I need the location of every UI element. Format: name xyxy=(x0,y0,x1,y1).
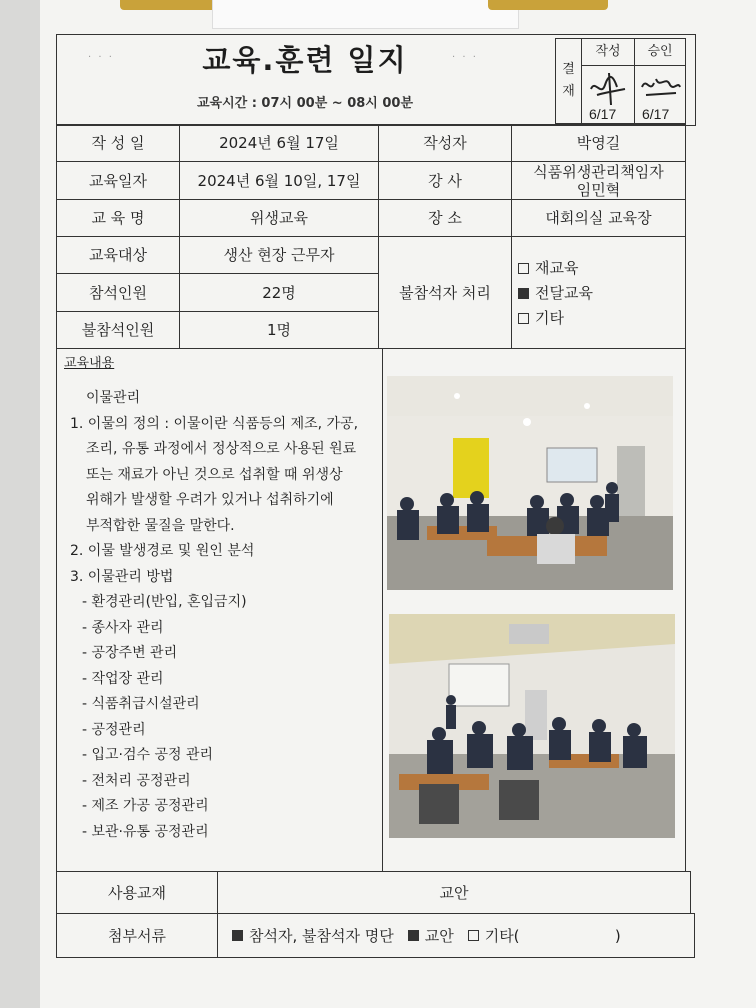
attendees-value: 22명 xyxy=(179,273,379,312)
binder-clip-right xyxy=(488,0,608,10)
option-label: 재교육 xyxy=(535,259,579,277)
checkbox-checked-icon[interactable] xyxy=(518,288,529,299)
education-time: 교육시간 : 07시 00분 ~ 08시 00분 xyxy=(196,96,414,111)
place-label: 장 소 xyxy=(378,199,512,237)
option-label: 전달교육 xyxy=(535,284,593,302)
content-body xyxy=(70,386,358,845)
approval-label-top: 결 xyxy=(562,62,575,77)
content-list-item: - 보관·유통 공정관리 xyxy=(82,823,209,840)
checkbox-empty-icon[interactable] xyxy=(518,263,529,274)
edu-name-value: 위생교육 xyxy=(179,199,379,237)
edu-date-value: 2024년 6월 10일, 17일 xyxy=(179,161,379,200)
approval-approver-header: 승인 xyxy=(634,38,686,66)
option-reeducation[interactable] xyxy=(518,256,593,281)
content-list-item: - 공정관리 xyxy=(82,721,146,738)
content-line: 조리, 유통 과정에서 정상적으로 사용된 원료 xyxy=(86,441,357,457)
content-list-item: - 작업장 관리 xyxy=(82,670,164,687)
approver-sign-date: 6/17 xyxy=(642,105,670,122)
place-value: 대회의실 교육장 xyxy=(511,199,686,237)
writer-value: 박영길 xyxy=(511,124,686,162)
content-list-item: - 식품취급시설관리 xyxy=(82,696,200,712)
content-list-item: - 종사자 관리 xyxy=(82,619,164,636)
checkbox-empty-icon[interactable] xyxy=(468,930,479,941)
content-list-item: - 공장주변 관리 xyxy=(82,645,178,661)
writer-sign-date: 6/17 xyxy=(589,105,617,122)
content-label: 교육내용 xyxy=(64,356,115,371)
option-relay-education[interactable] xyxy=(518,281,593,306)
absentees-label: 불참석인원 xyxy=(56,311,180,349)
faint-mark-left: · · · xyxy=(88,52,114,63)
edu-name-label: 교 육 명 xyxy=(56,199,180,237)
absent-process-label: 불참석자 처리 xyxy=(378,236,512,349)
content-list-item: - 환경관리(반입, 혼입금지) xyxy=(82,594,247,610)
absent-process-options xyxy=(518,256,593,331)
attachment-lesson-plan-option[interactable] xyxy=(408,927,454,945)
attachment-label: 교안 xyxy=(424,926,454,945)
materials-label: 사용교재 xyxy=(56,871,218,914)
content-line: 또는 재료가 아닌 것으로 섭취할 때 위생상 xyxy=(86,466,343,483)
approval-writer-header: 작성 xyxy=(581,38,635,66)
content-list-item: - 입고·검수 공정 관리 xyxy=(82,747,214,763)
writer-label: 작성자 xyxy=(378,124,512,162)
option-label: 기타 xyxy=(535,309,564,327)
content-heading: 이물관리 xyxy=(86,390,141,406)
content-line: 2. 이물 발생경로 및 원인 분석 xyxy=(70,543,255,559)
option-other[interactable] xyxy=(518,306,593,331)
edu-date-label: 교육일자 xyxy=(56,161,180,200)
training-photo-2 xyxy=(389,614,675,838)
content-line: 위해가 발생할 우려가 있거나 섭취하기에 xyxy=(86,492,334,508)
approver-signature-cell xyxy=(634,65,686,124)
approval-label-bottom: 재 xyxy=(562,84,575,99)
writer-signature-cell xyxy=(581,65,635,124)
content-list-item: - 제조 가공 공정관리 xyxy=(82,798,209,814)
written-date-label: 작 성 일 xyxy=(56,124,180,162)
content-line: 부적합한 물질을 말한다. xyxy=(86,517,235,534)
attachments-value xyxy=(217,913,695,958)
attached-paper-edge xyxy=(212,0,519,29)
checkbox-checked-icon[interactable] xyxy=(232,930,243,941)
instructor-label: 강 사 xyxy=(378,161,512,200)
absentees-value: 1명 xyxy=(179,311,379,349)
attachment-label: 참석자, 불참석자 명단 xyxy=(249,926,394,945)
attachments-label: 첨부서류 xyxy=(56,913,218,958)
instructor-name: 임민혁 xyxy=(576,180,621,199)
checkbox-empty-icon[interactable] xyxy=(518,313,529,324)
materials-value: 교안 xyxy=(217,871,691,914)
document-title: 교육.훈련 일지 xyxy=(202,43,408,77)
faint-mark-right: · · · xyxy=(452,52,478,63)
approval-label xyxy=(555,38,582,124)
content-line: 3. 이물관리 방법 xyxy=(70,568,174,585)
attendees-label: 참석인원 xyxy=(56,273,180,312)
content-list-item: - 전처리 공정관리 xyxy=(82,772,191,789)
instructor-role: 식품위생관리책임자 xyxy=(533,162,664,181)
attachment-other-option[interactable] xyxy=(468,927,621,945)
attachment-list-option[interactable] xyxy=(232,927,394,945)
approver-signature xyxy=(636,67,684,123)
target-label: 교육대상 xyxy=(56,236,180,274)
instructor-value xyxy=(511,161,686,200)
writer-signature xyxy=(583,67,633,123)
checkbox-checked-icon[interactable] xyxy=(408,930,419,941)
target-value: 생산 현장 근무자 xyxy=(179,236,379,274)
attachment-label: 기타( ) xyxy=(484,926,621,945)
written-date-value: 2024년 6월 17일 xyxy=(179,124,379,162)
content-line: 1. 이물의 정의 : 이물이란 식품등의 제조, 가공, xyxy=(70,415,359,432)
training-photo-1 xyxy=(387,376,673,590)
